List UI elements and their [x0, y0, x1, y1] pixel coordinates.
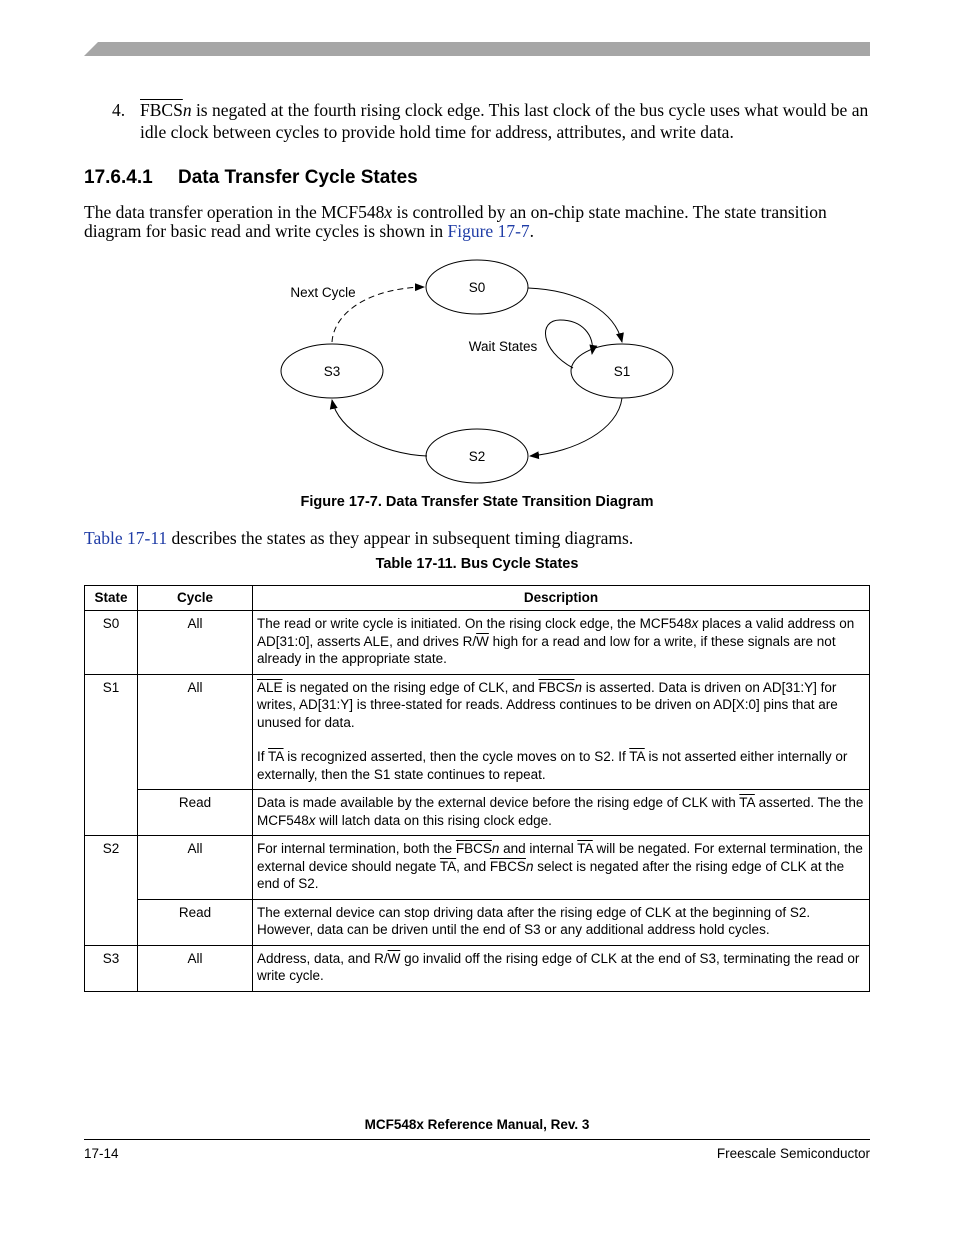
state-s0-label: S0 [468, 280, 486, 295]
state-s3-label: S3 [323, 364, 341, 379]
cycle-cell: All [138, 836, 253, 900]
list-item-4 [84, 99, 874, 143]
page-number: 17-14 [84, 1146, 119, 1161]
description-cell: $\overline{ALE}$ is negated on the rising edge of CLK, and FBCSn is asserted. Data is driven on AD[31:Y] for writes, AD[31:Y] is three-stated for reads. Address continues to be driven on AD[X:0] pins that are unused for data. If $\overline{TA}$ is recognized asserted, then the cycle moves on to S2. If $\overline{TA}$ is not asserted either internally or externally, then the S1 state continues to repeat. [253, 674, 870, 790]
cycle-cell: All [138, 611, 253, 675]
section-title: Data Transfer Cycle States [178, 167, 418, 188]
footer-title: MCF548x Reference Manual, Rev. 3 [364, 1117, 590, 1132]
next-cycle-label: Next Cycle [290, 285, 356, 300]
arrow-s0-s1 [528, 288, 622, 342]
header-bar [84, 42, 870, 56]
footer-company: Freescale Semiconductor [716, 1146, 870, 1161]
arrow-s1-s2 [530, 398, 622, 456]
state-cell: S3 [85, 945, 138, 991]
description-cell: The external device can stop driving data after the rising edge of CLK at the beginning of S2. However, data can be driven until the end of S3 or any additional address hold cycles. [253, 899, 870, 945]
section-heading [84, 167, 418, 189]
table-caption: Table 17-11. Bus Cycle States [375, 556, 579, 572]
intro-paragraph: The data transfer operation in the MCF548x is controlled by an on-chip state machine. The state transition diagram for basic read and write cycles is shown in Figure 17-7. [84, 202, 827, 241]
list-item-number: 4. [112, 100, 126, 120]
state-s2-label: S2 [468, 449, 486, 464]
cycle-cell: All [138, 674, 253, 790]
table-row [85, 790, 870, 836]
state-transition-diagram [240, 250, 720, 490]
description-cell: Address, data, and $R/\overline{W}$ go invalid off the rising edge of CLK at the end of S3, terminating the read or write cycle. [253, 945, 870, 991]
figure-link[interactable]: Figure 17-7 [447, 221, 530, 241]
wait-states-label: Wait States [468, 339, 538, 354]
description-cell: Data is made available by the external device before the rising edge of CLK with $\overline{TA}$ asserted. The the MCF548x will latch data on this rising clock edge. [253, 790, 870, 836]
list-item-text: FBCSn is negated at the fourth rising clock edge. This last clock of the bus cycle uses what would be an idle clock between cycles to provide hold time for address, attributes, and write data. [140, 100, 869, 142]
table-row [85, 899, 870, 945]
cycle-cell: Read [138, 790, 253, 836]
table-header-row [85, 586, 870, 611]
arrow-s2-s3 [332, 400, 427, 456]
table-row [85, 945, 870, 991]
footer-divider [84, 1139, 870, 1140]
table-link[interactable]: Table 17-11 [84, 528, 168, 548]
table-row [85, 674, 870, 790]
table-reference-paragraph: Table 17-11 describes the states as they appear in subsequent timing diagrams. [84, 528, 634, 548]
description-cell: The read or write cycle is initiated. On the rising clock edge, the MCF548x places a valid address on AD[31:0], asserts ALE, and drives $R/\overline{W}$ high for a read and low for a write, if these signals are not already in the appropriate state. [253, 611, 870, 675]
table-row [85, 611, 870, 675]
table-row [85, 836, 870, 900]
state-cell: S0 [85, 611, 138, 675]
state-cell: S2 [85, 836, 138, 946]
cycle-cell: Read [138, 899, 253, 945]
section-number: 17.6.4.1 [84, 167, 153, 188]
figure-caption: Figure 17-7. Data Transfer State Transition Diagram [300, 494, 654, 510]
description-cell: For internal termination, both the FBCSn and internal $\overline{TA}$ will be negated. For external termination, the external device should negate $\overline{TA}$, and FBCSn select is negated after the rising edge of CLK at the end of S2. [253, 836, 870, 900]
header-cycle: Cycle [138, 586, 253, 611]
bus-cycle-states-table [84, 585, 870, 992]
state-cell: S1 [85, 674, 138, 836]
header-description: Description [253, 586, 870, 611]
state-s1-label: S1 [613, 364, 631, 379]
header-state: State [85, 586, 138, 611]
cycle-cell: All [138, 945, 253, 991]
